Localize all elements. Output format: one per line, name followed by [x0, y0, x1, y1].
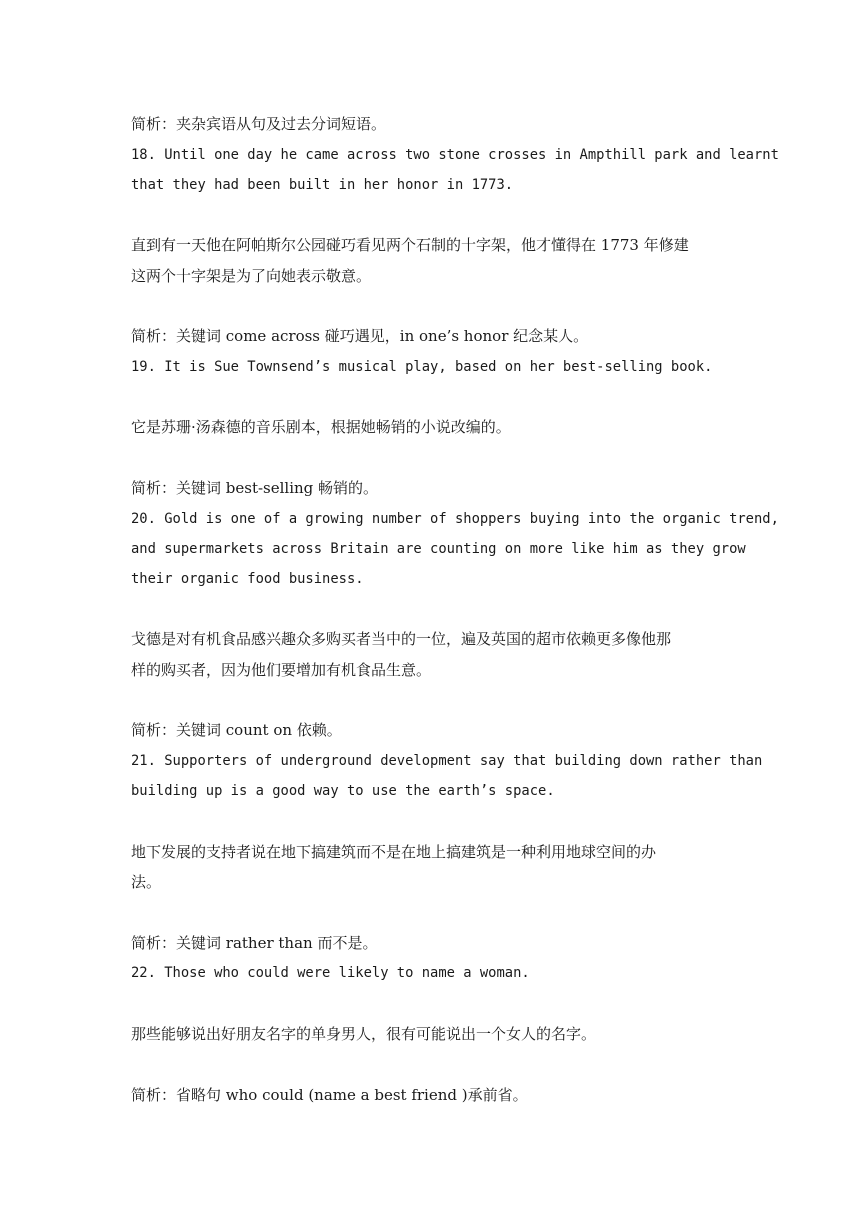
sentence-21-line-1: 21. Supporters of underground development say that building down rather than	[131, 753, 763, 769]
sentence-20-line-3: their organic food business.	[131, 571, 364, 587]
translation-20-line-1: 戈德是对有机食品感兴趣众多购买者当中的一位，遍及英国的超市依赖更多像他那	[131, 630, 672, 648]
translation-19: 它是苏珊·汤森德的音乐剧本，根据她畅销的小说改编的。	[131, 418, 511, 436]
sentence-22: 22. Those who could were likely to name a woman.	[131, 965, 530, 981]
analysis-20: 简析：关键词 count on 依赖。	[131, 721, 342, 739]
sentence-18-line-2: that they had been built in her honor in 1773.	[131, 177, 514, 193]
sentence-20-line-1: 20. Gold is one of a growing number of shoppers buying into the organic trend,	[131, 511, 779, 527]
sentence-21-line-2: building up is a good way to use the earth’s space.	[131, 783, 555, 799]
translation-20-line-2: 样的购买者，因为他们要增加有机食品生意。	[131, 661, 432, 679]
sentence-19: 19. It is Sue Townsend’s musical play, based on her best-selling book.	[131, 359, 713, 375]
translation-22: 那些能够说出好朋友名字的单身男人，很有可能说出一个女人的名字。	[131, 1025, 597, 1043]
analysis-21: 简析：关键词 rather than 而不是。	[131, 934, 378, 952]
translation-21-line-2: 法。	[131, 873, 162, 891]
sentence-18-line-1: 18. Until one day he came across two stone crosses in Ampthill park and learnt	[131, 147, 779, 163]
analysis-17: 简析：夹杂宾语从句及过去分词短语。	[131, 115, 387, 133]
translation-18-line-1: 直到有一天他在阿帕斯尔公园碰巧看见两个石制的十字架，他才懂得在 1773 年修建	[131, 236, 689, 254]
analysis-19: 简析：关键词 best-selling 畅销的。	[131, 479, 379, 497]
translation-18-line-2: 这两个十字架是为了向她表示敬意。	[131, 267, 372, 285]
sentence-20-line-2: and supermarkets across Britain are counting on more like him as they grow	[131, 541, 746, 557]
analysis-22: 简析：省略句 who could (name a best friend )承前省。	[131, 1086, 528, 1104]
analysis-18: 简析：关键词 come across 碰巧遇见，in one’s honor 纪念某人。	[131, 327, 589, 345]
translation-21-line-1: 地下发展的支持者说在地下搞建筑而不是在地上搞建筑是一种利用地球空间的办	[131, 843, 657, 861]
